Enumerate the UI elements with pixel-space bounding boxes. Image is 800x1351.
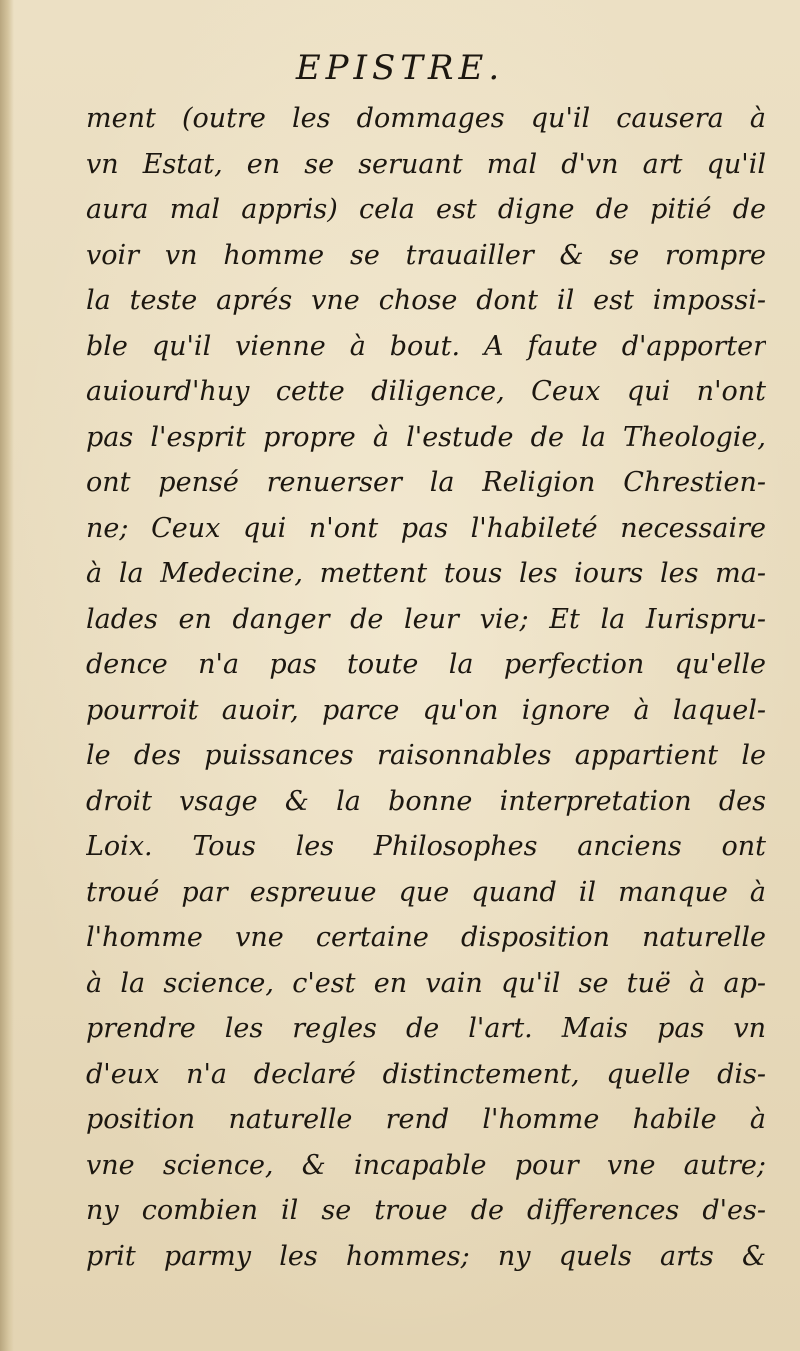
- text-line: vne science, & incapable pour vne autre;: [86, 1149, 766, 1181]
- running-head: EPISTRE.: [295, 48, 505, 88]
- text-line: Loix. Tous les Philosophes anciens ont: [86, 831, 766, 862]
- text-line: à la Medecine, mettent tous les iours les ma-: [86, 558, 766, 589]
- page-gutter-shadow: [0, 0, 14, 1351]
- text-line: l'homme vne certaine disposition naturelle: [86, 922, 766, 953]
- text-line: voir vn homme se trauailler & se rompre: [86, 239, 766, 271]
- text-line: auiourd'huy cette diligence, Ceux qui n'ont: [86, 376, 766, 407]
- text-line: pas l'esprit propre à l'estude de la Theologie,: [86, 421, 766, 453]
- text-line: d'eux n'a declaré distinctement, quelle dis-: [86, 1058, 766, 1090]
- text-line: troué par espreuue que quand il manque à: [86, 876, 766, 908]
- text-line: droit vsage & la bonne interpretation des: [86, 785, 766, 817]
- text-line: lades en danger de leur vie; Et la Iurispru-: [86, 603, 766, 635]
- text-line: ny combien il se troue de differences d'es-: [86, 1195, 766, 1226]
- text-line: prit parmy les hommes; ny quels arts &: [86, 1240, 766, 1272]
- text-line: la teste aprés vne chose dont il est impossi-: [86, 285, 766, 316]
- text-line: ne; Ceux qui n'ont pas l'habileté necessaire: [86, 512, 766, 544]
- body-text: [86, 96, 766, 1279]
- text-line: position naturelle rend l'homme habile à: [86, 1104, 766, 1135]
- text-line: ont pensé renuerser la Religion Chrestien-: [86, 467, 766, 498]
- text-line: à la science, c'est en vain qu'il se tuë à ap-: [86, 967, 766, 999]
- text-line: pourroit auoir, parce qu'on ignore à laquel-: [86, 694, 766, 726]
- text-line: dence n'a pas toute la perfection qu'elle: [86, 649, 766, 680]
- text-line: ment (outre les dommages qu'il causera à: [86, 103, 766, 134]
- text-line: prendre les regles de l'art. Mais pas vn: [86, 1013, 766, 1044]
- text-line: aura mal appris) cela est digne de pitié de: [86, 194, 766, 225]
- text-line: vn Estat, en se seruant mal d'vn art qu'il: [86, 148, 766, 180]
- text-line: ble qu'il vienne à bout. A faute d'apporter: [86, 330, 766, 362]
- text-line: le des puissances raisonnables appartient le: [86, 740, 766, 771]
